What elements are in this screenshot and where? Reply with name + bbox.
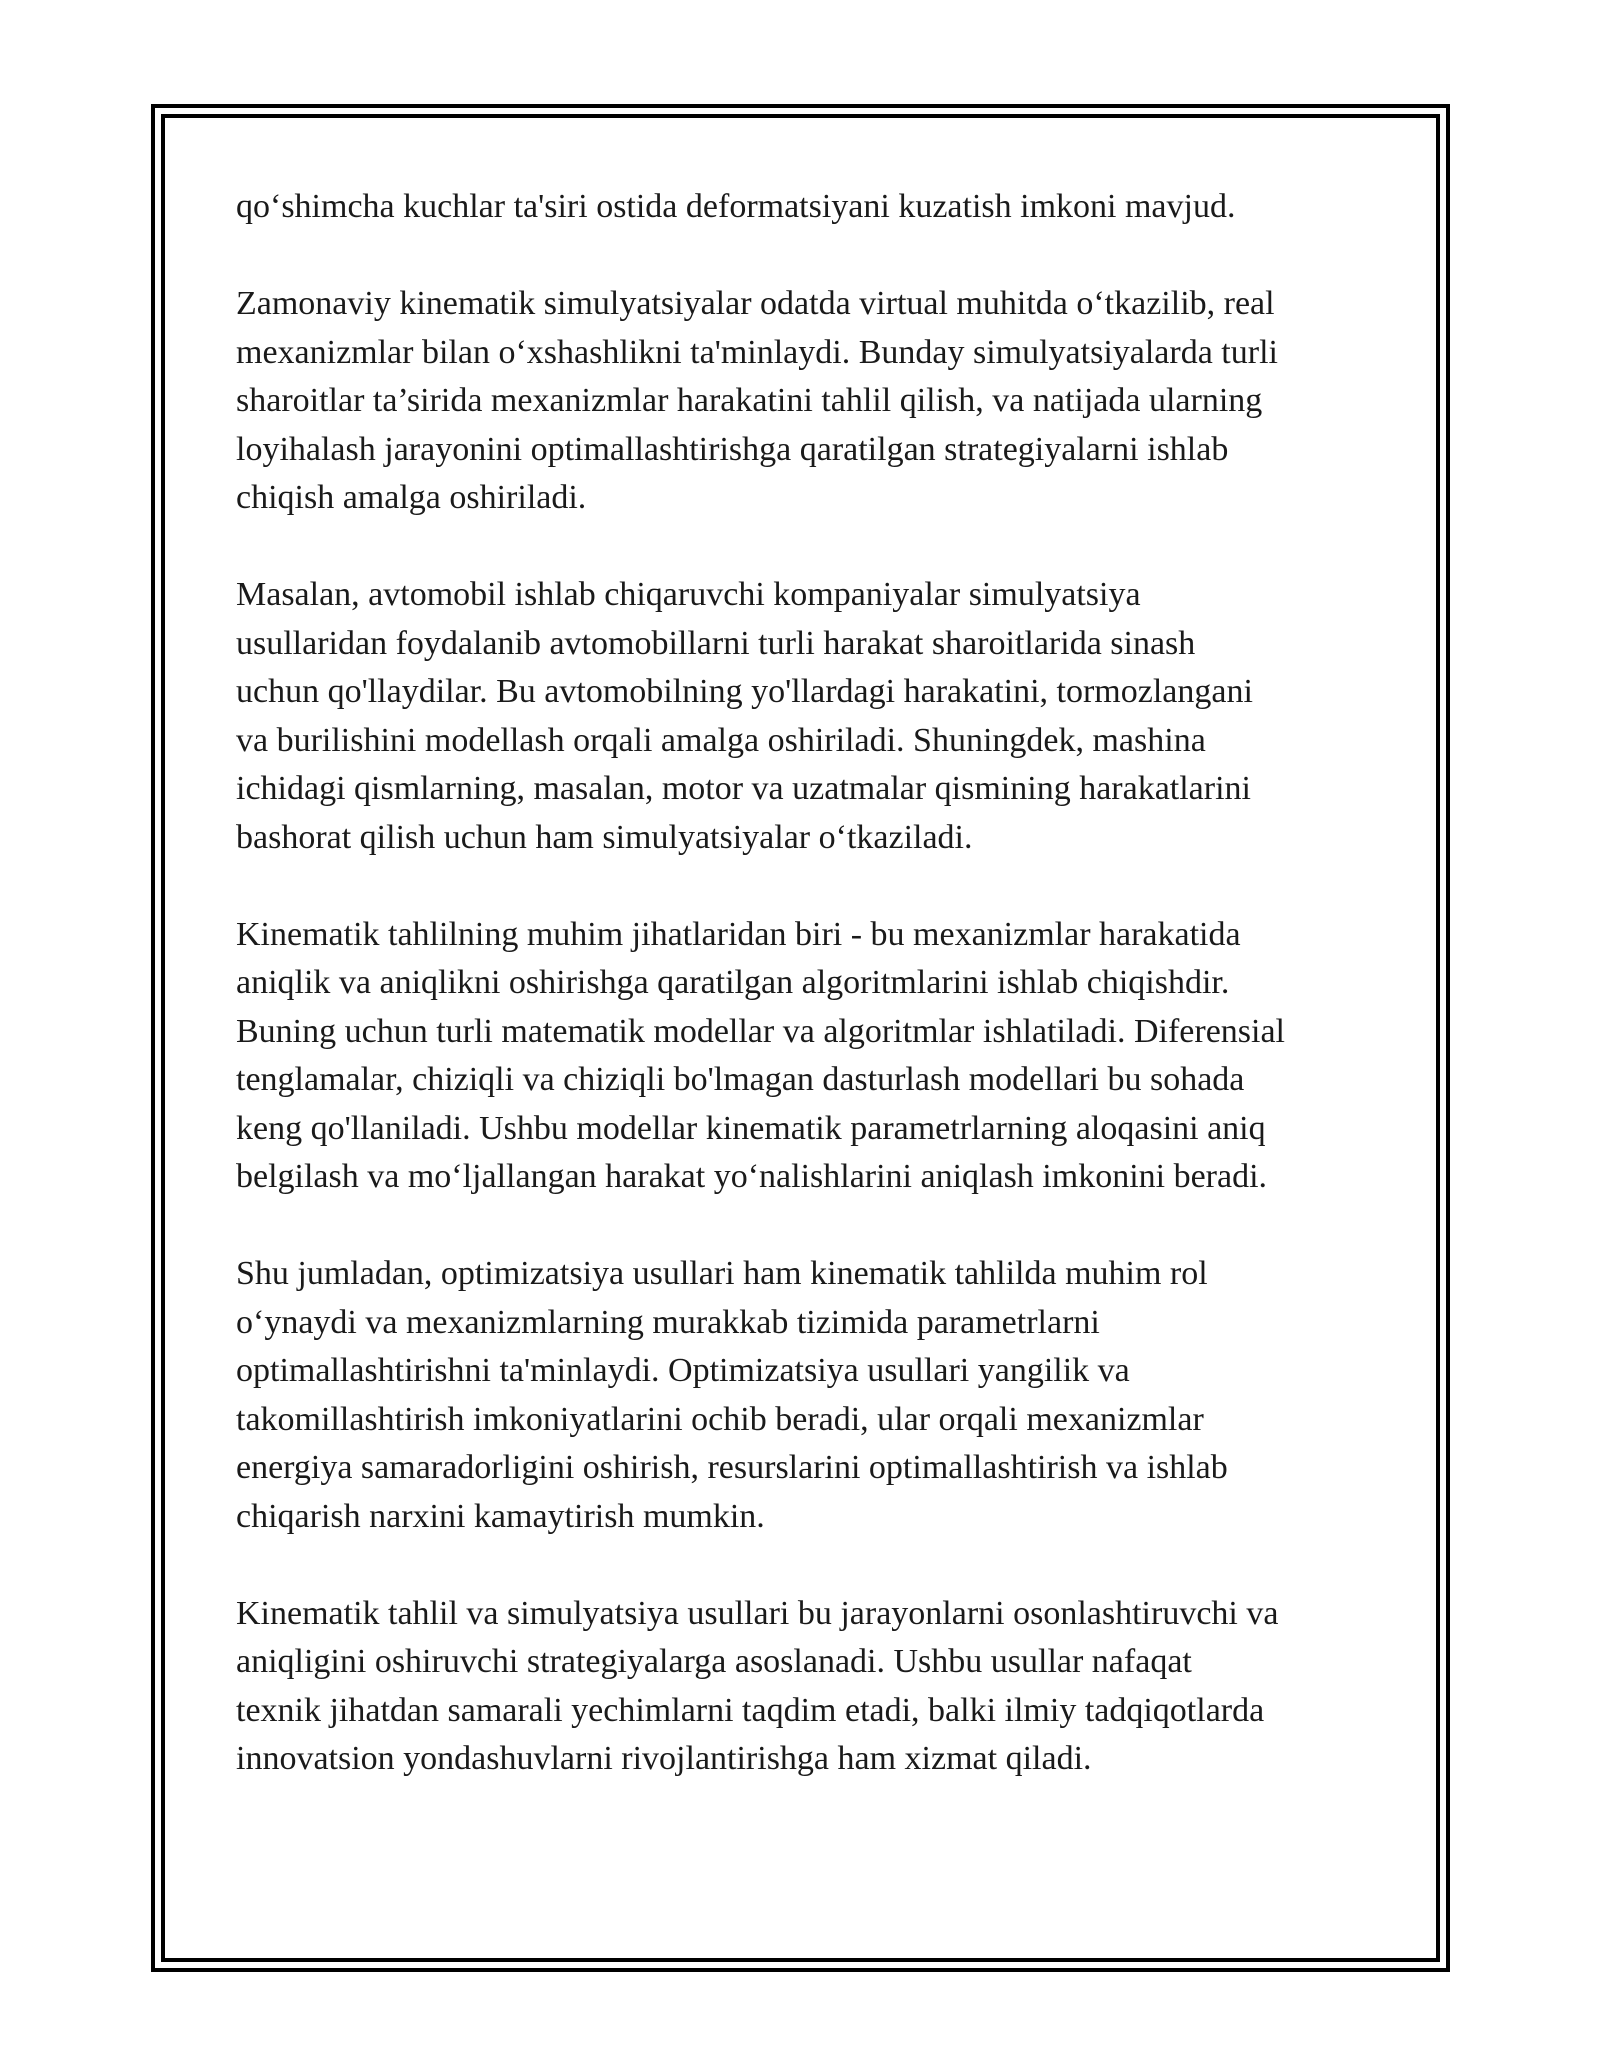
paragraph: Kinematik tahlil va simulyatsiya usullari bu jarayonlarni osonlashtiruvchi va aniqligini oshiruvchi strategiyalarga asoslanadi. Ushbu usullar nafaqat texnik jihatdan samarali yechimlarni taqdim etadi, balki ilmiy tadqiqotlarda innovatsion yondashuvlarni rivojlantirishga ham xizmat qiladi.: [236, 1594, 1279, 1777]
page-body: [236, 183, 1371, 1832]
paragraph: Zamonaviy kinematik simulyatsiyalar odatda virtual muhitda o‘tkazilib, real mexanizmlar bilan o‘xshashlikni ta'minlaydi. Bunday simulyatsiyalarda turli sharoitlar ta’sirida mexanizmlar harakatini tahlil qilish, va natijada ularning loyihalash jarayonini optimallashtirishga qaratilgan strategiyalarni ishlab chiqish amalga oshiriladi.: [236, 285, 1278, 516]
paragraph: Kinematik tahlilning muhim jihatlaridan biri - bu mexanizmlar harakatida aniqlik va aniqlikni oshirishga qaratilgan algoritmlarini ishlab chiqishdir. Buning uchun turli matematik modellar va algoritmlar ishlatiladi. Diferensial tenglamalar, chiziqli va chiziqli bo'lmagan dasturlash modellari bu sohada keng qo'llaniladi. Ushbu modellar kinematik parametrlarning aloqasini aniq belgilash va mo‘ljallangan harakat yo‘nalishlarini aniqlash imkonini beradi.: [236, 915, 1286, 1195]
paragraph: qo‘shimcha kuchlar ta'siri ostida deformatsiyani kuzatish imkoni mavjud.: [236, 188, 1236, 225]
paragraph: Shu jumladan, optimizatsiya usullari ham kinematik tahlilda muhim rol o‘ynaydi va mexanizmlarning murakkab tizimida parametrlarni optimallashtirishni ta'minlaydi. Optimizatsiya usullari yangilik va takomillashtirish imkoniyatlarini ochib beradi, ular orqali mexanizmlar energiya samaradorligini oshirish, resurslarini optimallashtirish va ishlab chiqarish narxini kamaytirish mumkin.: [236, 1255, 1228, 1535]
paragraph: Masalan, avtomobil ishlab chiqaruvchi kompaniyalar simulyatsiya usullaridan foydalanib avtomobillarni turli harakat sharoitlarida sinash uchun qo'llaydilar. Bu avtomobilning yo'llardagi harakatini, tormozlangani va burilishini modellash orqali amalga oshiriladi. Shuningdek, mashina ichidagi qismlarning, masalan, motor va uzatmalar qismining harakatlarini bashorat qilish uchun ham simulyatsiyalar o‘tkaziladi.: [236, 576, 1253, 856]
